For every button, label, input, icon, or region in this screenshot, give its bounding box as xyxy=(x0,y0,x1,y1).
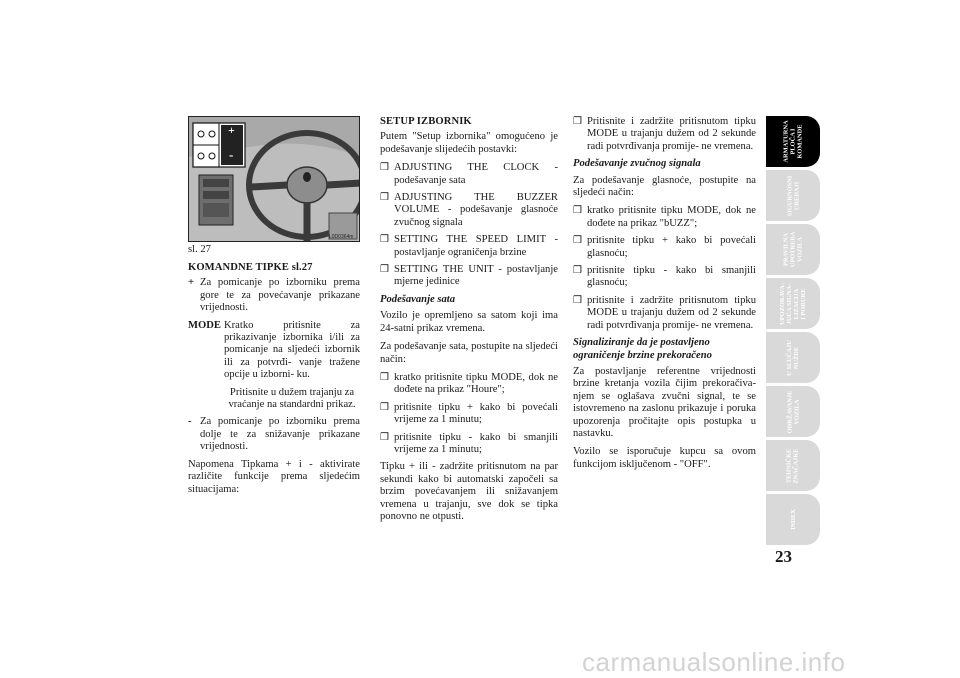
list-item-text: pritisnite tipku - kako bi smanjili vrijeme za 1 minutu; xyxy=(394,431,558,455)
checkbox-bullet-icon: ❒ xyxy=(380,401,389,413)
minus-description xyxy=(188,416,360,453)
checkbox-bullet-icon: ❒ xyxy=(573,205,582,217)
tab-pravilna-upotreba[interactable] xyxy=(766,224,820,275)
figure-caption: sl. 27 xyxy=(188,244,211,255)
tab-armaturna-ploca[interactable] xyxy=(766,116,820,167)
clock-subheading: Podešavanje sata xyxy=(380,293,456,305)
clock-paragraph-2: Za podešavanje sata, postupite na sljedeći način: xyxy=(380,341,558,365)
list-item xyxy=(380,192,558,229)
clock-paragraph-3: Tipku + ili - zadržite pritisnutom na par sekundi kako bi automatski započeli sa brzim povećavanjem ili snižavanjem vremena u trajanju, sve dok se tipka ponovno ne otpusti. xyxy=(380,461,558,522)
tab-sigurnosni-uredaji[interactable] xyxy=(766,170,820,221)
checkbox-bullet-icon: ❒ xyxy=(573,294,582,306)
checkbox-bullet-icon: ❒ xyxy=(380,234,389,246)
figure-steering-controls xyxy=(188,116,360,242)
tab-index[interactable] xyxy=(766,494,820,545)
buzzer-paragraph: Za podešavanje glasnoće, postupite na sljedeći način: xyxy=(573,174,756,199)
list-item xyxy=(380,402,558,427)
list-item-text: kratko pritisnite tipku MODE, dok ne dođete na prikaz "Houre"; xyxy=(394,371,558,396)
tab-label: UPOZORAVA- JUĆA SIGNA- LIZACIJA I PORUKE xyxy=(778,282,807,325)
speed-limit-subheading: Signaliziranje da je postavljeno ograničenje brzine prekoračeno xyxy=(573,337,712,361)
checkbox-bullet-icon: ❒ xyxy=(573,116,582,127)
mode-text-long-press: Pritisnite u dužem trajanju za vraćanje na standardni prikaz. xyxy=(228,386,356,411)
minus-text: Za pomicanje po izborniku prema dolje te za snižavanje prikazane vrijednosti. xyxy=(200,416,360,453)
setup-heading: SETUP IZBORNIK xyxy=(380,116,472,127)
checkbox-bullet-icon: ❒ xyxy=(380,431,389,443)
list-item xyxy=(573,235,756,260)
buzzer-subheading: Podešavanje zvučnog signala xyxy=(573,158,701,170)
tab-label: PRAVILNA UPOTREBA VOZILA xyxy=(782,231,804,268)
checkbox-bullet-icon: ❒ xyxy=(573,235,582,247)
list-item-text: pritisnite tipku + kako bi povećali glasnoću; xyxy=(587,235,756,259)
plus-text: Za pomicanje po izborniku prema gore te za povećavanje prikazane vrijednosti. xyxy=(200,277,360,314)
list-item-text: SETTING THE UNIT - postavljanje mjerne jedinice xyxy=(394,264,558,288)
checkbox-bullet-icon: ❒ xyxy=(380,192,389,204)
checkbox-bullet-icon: ❒ xyxy=(380,264,389,276)
column-1 xyxy=(188,262,360,502)
list-item xyxy=(573,116,756,153)
page-number: 23 xyxy=(775,547,792,566)
tab-label: U SLUČAJU NUŽDE xyxy=(786,339,800,376)
speed-limit-paragraph-1: Za postavljanje referentne vrijednosti brzine kretanja vozila čijim prekoračiva- njem se oglašava zvučni signal, te se istovremeno na zaslonu prikazuje i poruka upozorenja pročitajte opis postupka u nastavku. xyxy=(573,365,756,439)
checkbox-bullet-icon: ❒ xyxy=(380,371,389,383)
figure-code: L0D0364m xyxy=(329,234,354,240)
tab-label: SIGURNOSNI UREĐAJI xyxy=(786,175,800,216)
list-item-text: ADJUSTING THE BUZZER VOLUME - podešavanje glasnoće zvučnog signala xyxy=(394,192,558,228)
checkbox-bullet-icon: ❒ xyxy=(573,265,582,277)
column-3 xyxy=(573,116,756,477)
list-item xyxy=(573,295,756,332)
button-plus-label: + xyxy=(228,123,235,137)
note-paragraph: Napomena Tipkama + i - aktivirate različite funkcije prema sljedećim situacijama: xyxy=(188,458,360,495)
plus-symbol: + xyxy=(188,277,195,289)
list-item-text: pritisnite tipku - kako bi smanjili glasnoću; xyxy=(587,265,756,289)
watermark: carmanualsonline.info xyxy=(582,647,846,677)
list-item-text: pritisnite tipku + kako bi povećali vrijeme za 1 minutu; xyxy=(394,401,558,426)
clock-paragraph-1: Vozilo je opremljeno sa satom koji ima 24-satni prikaz vremena. xyxy=(380,310,558,334)
tab-u-slucaju-nuzde[interactable] xyxy=(766,332,820,383)
list-item xyxy=(573,205,756,230)
speed-limit-paragraph-2: Vozilo se isporučuje kupcu sa ovom funkcijom isključenom - "OFF". xyxy=(573,446,756,470)
list-item xyxy=(380,372,558,397)
minus-symbol: - xyxy=(188,416,192,428)
list-item-text: Pritisnite i zadržite pritisnutom tipku MODE u trajanju dužem od 2 sekunde radi potvrđivanja promije- ne vremena. xyxy=(587,116,756,152)
checkbox-bullet-icon: ❒ xyxy=(380,162,389,174)
setup-intro: Putem "Setup izbornika" omogućeno je podešavanje slijedećih postavki: xyxy=(380,131,558,155)
mode-text: Kratko pritisnite za prikazivanje izbornika i/ili za pomicanje na sljedeći izbornik ili za potvrđi- vanje tražene opcije u izborni- ku. xyxy=(224,319,360,381)
list-item-text: kratko pritisnite tipku MODE, dok ne dođete na prikaz "bUZZ"; xyxy=(587,205,756,229)
list-item-text: pritisnite i zadržite pritisnutom tipku MODE u trajanju dužem od 2 sekunde radi potvrđivanja promije- ne vremena. xyxy=(587,294,756,331)
tab-label: TEHNIČKE ZNAČAJKE xyxy=(786,447,800,484)
plus-description xyxy=(188,277,360,314)
tab-label: ODRŽAVANJE VOZILA xyxy=(785,390,800,433)
list-item xyxy=(380,432,558,457)
list-item xyxy=(380,162,558,187)
tab-upozoravajuca-signalizacija[interactable] xyxy=(766,278,820,329)
tab-tehnicke-znacajke[interactable] xyxy=(766,440,820,491)
tab-label: ARMATURNA PLOČA I KOMANDE xyxy=(782,120,804,163)
mode-description xyxy=(188,320,360,382)
mode-term: MODE xyxy=(188,319,221,331)
dashboard-illustration xyxy=(189,117,360,242)
section-heading: KOMANDNE TIPKE sl.27 xyxy=(188,262,313,273)
button-minus-label: - xyxy=(229,147,234,162)
list-item xyxy=(380,234,558,259)
list-item xyxy=(380,264,558,289)
list-item-text: ADJUSTING THE CLOCK - podešavanje sata xyxy=(394,162,558,186)
tab-label: INDEX xyxy=(789,509,797,530)
column-2 xyxy=(380,116,558,529)
tab-odrzavanje-vozila[interactable] xyxy=(766,386,820,437)
list-item xyxy=(573,265,756,290)
list-item-text: SETTING THE SPEED LIMIT - postavljanje ograničenja brzine xyxy=(394,234,558,258)
